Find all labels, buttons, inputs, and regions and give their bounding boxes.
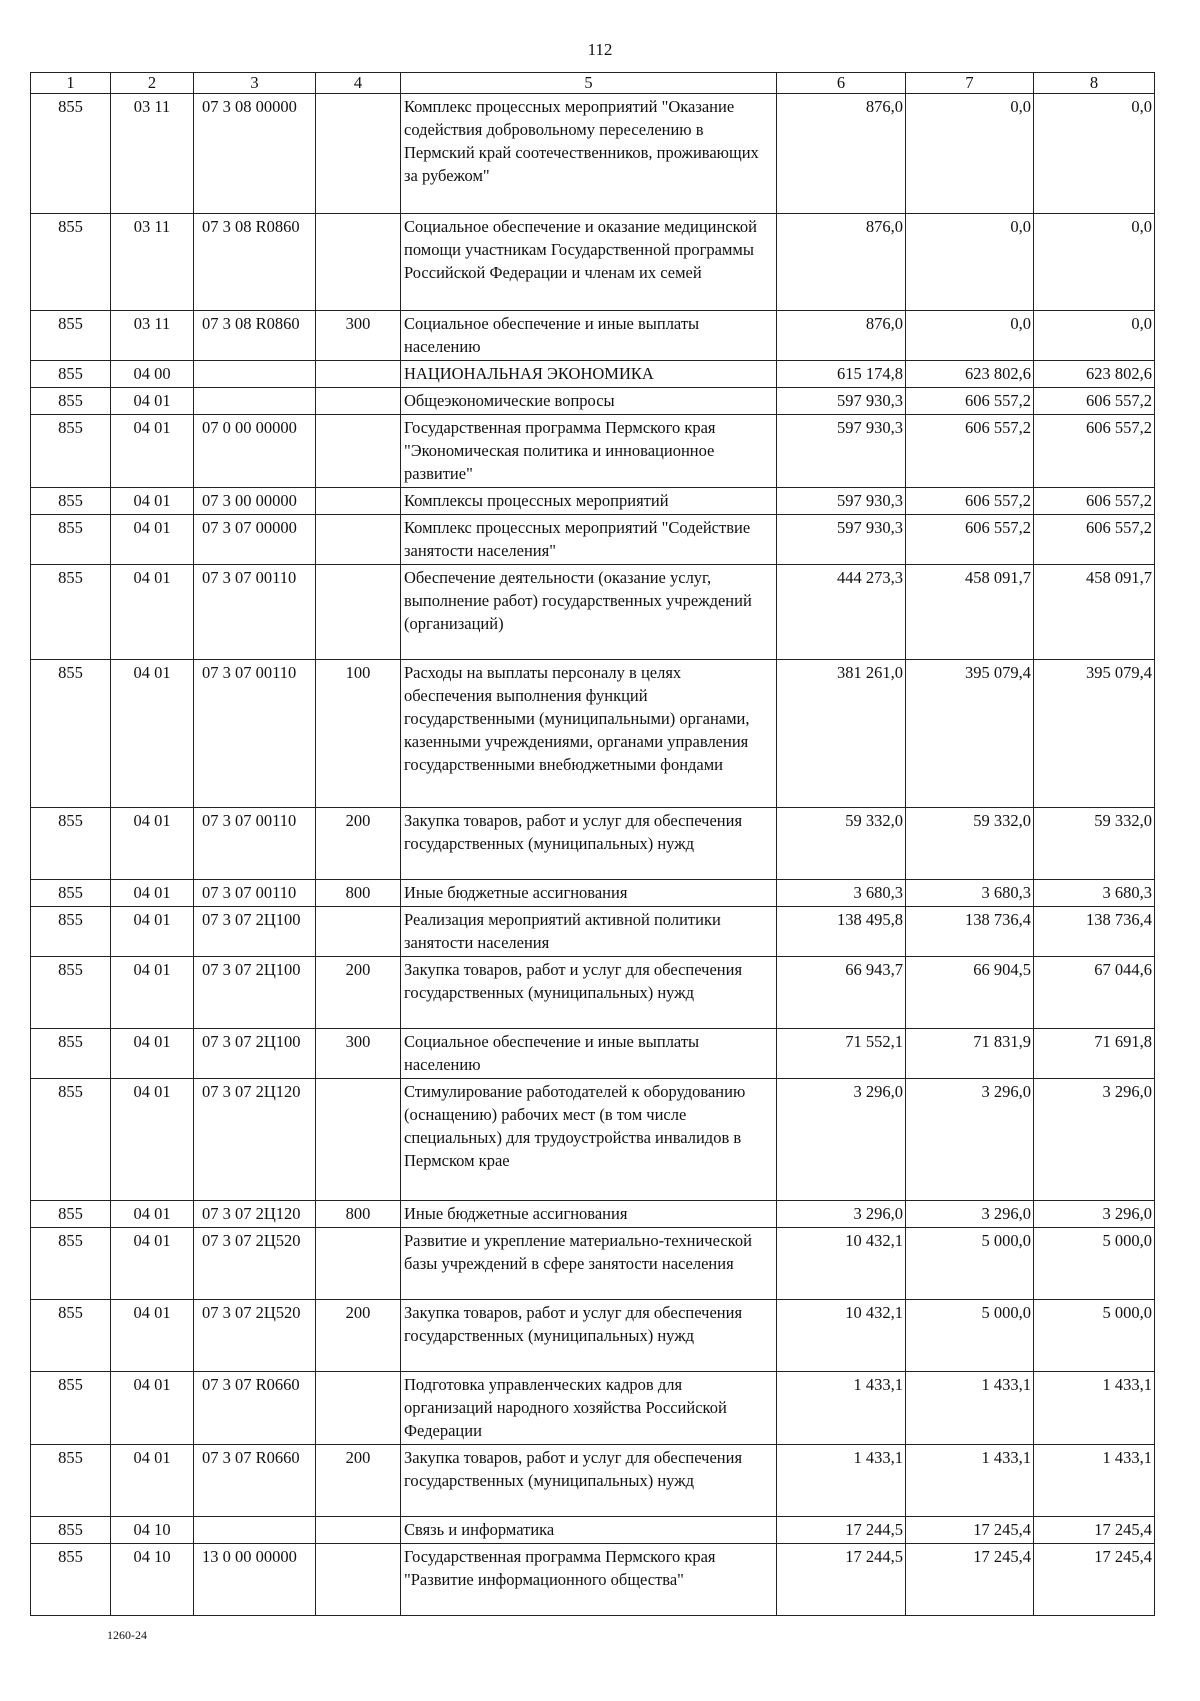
amount-cell: 59 332,0 bbox=[906, 808, 1034, 880]
amount-cell: 606 557,2 bbox=[906, 415, 1034, 488]
amount-cell: 615 174,8 bbox=[777, 361, 906, 388]
admin-code-cell: 855 bbox=[31, 1029, 111, 1079]
expense-type-cell: 200 bbox=[316, 1300, 401, 1372]
amount-cell: 597 930,3 bbox=[777, 515, 906, 565]
table-row bbox=[31, 1372, 1155, 1445]
amount-cell: 5 000,0 bbox=[906, 1300, 1034, 1372]
amount-cell: 395 079,4 bbox=[1034, 660, 1155, 808]
section-cell: 04 10 bbox=[111, 1517, 194, 1544]
amount-cell: 597 930,3 bbox=[777, 488, 906, 515]
target-article-cell: 07 3 00 00000 bbox=[194, 488, 316, 515]
amount-cell: 3 680,3 bbox=[777, 880, 906, 907]
document-code: 1260-24 bbox=[107, 1628, 147, 1642]
table-row bbox=[31, 1517, 1155, 1544]
amount-cell: 17 245,4 bbox=[1034, 1517, 1155, 1544]
admin-code-cell: 855 bbox=[31, 880, 111, 907]
expense-type-cell: 200 bbox=[316, 1445, 401, 1517]
amount-cell: 1 433,1 bbox=[777, 1445, 906, 1517]
section-cell: 04 01 bbox=[111, 808, 194, 880]
amount-cell: 71 552,1 bbox=[777, 1029, 906, 1079]
column-header: 7 bbox=[906, 73, 1034, 94]
expense-type-cell: 800 bbox=[316, 1201, 401, 1228]
admin-code-cell: 855 bbox=[31, 1300, 111, 1372]
section-cell: 04 01 bbox=[111, 1372, 194, 1445]
expense-type-cell bbox=[316, 1079, 401, 1201]
amount-cell: 5 000,0 bbox=[1034, 1300, 1155, 1372]
section-cell: 04 01 bbox=[111, 880, 194, 907]
amount-cell: 59 332,0 bbox=[777, 808, 906, 880]
target-article-cell: 07 3 08 00000 bbox=[194, 94, 316, 214]
section-cell: 04 01 bbox=[111, 1079, 194, 1201]
expense-type-cell: 800 bbox=[316, 880, 401, 907]
expense-type-cell: 100 bbox=[316, 660, 401, 808]
amount-cell: 1 433,1 bbox=[1034, 1372, 1155, 1445]
table-row bbox=[31, 1079, 1155, 1201]
amount-cell: 1 433,1 bbox=[906, 1445, 1034, 1517]
description-cell: Комплекс процессных мероприятий "Содействие занятости населения" bbox=[401, 515, 777, 565]
amount-cell: 5 000,0 bbox=[1034, 1228, 1155, 1300]
description-cell: Закупка товаров, работ и услуг для обеспечения государственных (муниципальных) нужд bbox=[401, 957, 777, 1029]
table-row bbox=[31, 880, 1155, 907]
amount-cell: 3 680,3 bbox=[906, 880, 1034, 907]
amount-cell: 17 245,4 bbox=[906, 1544, 1034, 1616]
admin-code-cell: 855 bbox=[31, 1445, 111, 1517]
target-article-cell: 07 3 07 00110 bbox=[194, 880, 316, 907]
amount-cell: 0,0 bbox=[906, 311, 1034, 361]
target-article-cell: 13 0 00 00000 bbox=[194, 1544, 316, 1616]
column-header: 3 bbox=[194, 73, 316, 94]
description-cell: Государственная программа Пермского края "Развитие информационного общества" bbox=[401, 1544, 777, 1616]
amount-cell: 381 261,0 bbox=[777, 660, 906, 808]
expense-type-cell bbox=[316, 1228, 401, 1300]
target-article-cell: 07 3 07 00110 bbox=[194, 565, 316, 660]
amount-cell: 1 433,1 bbox=[906, 1372, 1034, 1445]
table-row bbox=[31, 415, 1155, 488]
amount-cell: 3 680,3 bbox=[1034, 880, 1155, 907]
section-cell: 03 11 bbox=[111, 311, 194, 361]
table-row bbox=[31, 660, 1155, 808]
amount-cell: 876,0 bbox=[777, 214, 906, 311]
section-cell: 04 01 bbox=[111, 1228, 194, 1300]
admin-code-cell: 855 bbox=[31, 388, 111, 415]
expense-type-cell bbox=[316, 1372, 401, 1445]
amount-cell: 66 943,7 bbox=[777, 957, 906, 1029]
section-cell: 04 01 bbox=[111, 1300, 194, 1372]
section-cell: 04 01 bbox=[111, 415, 194, 488]
expense-type-cell bbox=[316, 515, 401, 565]
expense-type-cell: 300 bbox=[316, 1029, 401, 1079]
target-article-cell: 07 3 08 R0860 bbox=[194, 311, 316, 361]
description-cell: Стимулирование работодателей к оборудованию (оснащению) рабочих мест (в том числе специальных) для трудоустройства инвалидов в Пермском крае bbox=[401, 1079, 777, 1201]
table-row bbox=[31, 1445, 1155, 1517]
table-row bbox=[31, 1300, 1155, 1372]
amount-cell: 138 495,8 bbox=[777, 907, 906, 957]
expense-type-cell bbox=[316, 94, 401, 214]
description-cell: Иные бюджетные ассигнования bbox=[401, 880, 777, 907]
section-cell: 04 01 bbox=[111, 1201, 194, 1228]
amount-cell: 17 245,4 bbox=[1034, 1544, 1155, 1616]
section-cell: 04 01 bbox=[111, 565, 194, 660]
table-row bbox=[31, 488, 1155, 515]
admin-code-cell: 855 bbox=[31, 415, 111, 488]
table-row bbox=[31, 565, 1155, 660]
amount-cell: 59 332,0 bbox=[1034, 808, 1155, 880]
column-header: 4 bbox=[316, 73, 401, 94]
description-cell: Комплекс процессных мероприятий "Оказание содействия добровольному переселению в Пермский край соотечественников, проживающих за рубежом" bbox=[401, 94, 777, 214]
table-row bbox=[31, 1201, 1155, 1228]
description-cell: Закупка товаров, работ и услуг для обеспечения государственных (муниципальных) нужд bbox=[401, 1445, 777, 1517]
admin-code-cell: 855 bbox=[31, 1517, 111, 1544]
description-cell: Государственная программа Пермского края "Экономическая политика и инновационное развитие" bbox=[401, 415, 777, 488]
amount-cell: 71 831,9 bbox=[906, 1029, 1034, 1079]
table-row bbox=[31, 1029, 1155, 1079]
amount-cell: 1 433,1 bbox=[777, 1372, 906, 1445]
amount-cell: 0,0 bbox=[1034, 311, 1155, 361]
admin-code-cell: 855 bbox=[31, 1201, 111, 1228]
amount-cell: 17 244,5 bbox=[777, 1517, 906, 1544]
target-article-cell: 07 3 07 00110 bbox=[194, 808, 316, 880]
admin-code-cell: 855 bbox=[31, 1372, 111, 1445]
amount-cell: 444 273,3 bbox=[777, 565, 906, 660]
target-article-cell: 07 3 07 2Ц120 bbox=[194, 1079, 316, 1201]
amount-cell: 623 802,6 bbox=[1034, 361, 1155, 388]
budget-table bbox=[30, 72, 1155, 1616]
header-row bbox=[31, 73, 1155, 94]
description-cell: Расходы на выплаты персоналу в целях обеспечения выполнения функций государственными (муниципальными) органами, казенными учреждениями, органами управления государственными внебюджетными фондами bbox=[401, 660, 777, 808]
amount-cell: 623 802,6 bbox=[906, 361, 1034, 388]
expense-type-cell bbox=[316, 488, 401, 515]
expense-type-cell bbox=[316, 361, 401, 388]
table-row bbox=[31, 361, 1155, 388]
section-cell: 04 01 bbox=[111, 1445, 194, 1517]
admin-code-cell: 855 bbox=[31, 907, 111, 957]
column-header: 8 bbox=[1034, 73, 1155, 94]
amount-cell: 3 296,0 bbox=[1034, 1201, 1155, 1228]
amount-cell: 66 904,5 bbox=[906, 957, 1034, 1029]
table-row bbox=[31, 94, 1155, 214]
table-row bbox=[31, 214, 1155, 311]
expense-type-cell bbox=[316, 565, 401, 660]
amount-cell: 10 432,1 bbox=[777, 1228, 906, 1300]
description-cell: Иные бюджетные ассигнования bbox=[401, 1201, 777, 1228]
amount-cell: 597 930,3 bbox=[777, 388, 906, 415]
column-header: 5 bbox=[401, 73, 777, 94]
amount-cell: 606 557,2 bbox=[906, 515, 1034, 565]
description-cell: НАЦИОНАЛЬНАЯ ЭКОНОМИКА bbox=[401, 361, 777, 388]
amount-cell: 138 736,4 bbox=[906, 907, 1034, 957]
description-cell: Закупка товаров, работ и услуг для обеспечения государственных (муниципальных) нужд bbox=[401, 808, 777, 880]
amount-cell: 876,0 bbox=[777, 94, 906, 214]
description-cell: Обеспечение деятельности (оказание услуг, выполнение работ) государственных учреждений (организаций) bbox=[401, 565, 777, 660]
section-cell: 04 01 bbox=[111, 515, 194, 565]
amount-cell: 606 557,2 bbox=[1034, 415, 1155, 488]
target-article-cell bbox=[194, 1517, 316, 1544]
section-cell: 04 01 bbox=[111, 488, 194, 515]
description-cell: Подготовка управленческих кадров для организаций народного хозяйства Российской Федерации bbox=[401, 1372, 777, 1445]
description-cell: Связь и информатика bbox=[401, 1517, 777, 1544]
target-article-cell: 07 3 08 R0860 bbox=[194, 214, 316, 311]
amount-cell: 597 930,3 bbox=[777, 415, 906, 488]
admin-code-cell: 855 bbox=[31, 660, 111, 808]
target-article-cell: 07 3 07 2Ц520 bbox=[194, 1300, 316, 1372]
expense-type-cell: 200 bbox=[316, 808, 401, 880]
section-cell: 04 01 bbox=[111, 907, 194, 957]
admin-code-cell: 855 bbox=[31, 214, 111, 311]
description-cell: Закупка товаров, работ и услуг для обеспечения государственных (муниципальных) нужд bbox=[401, 1300, 777, 1372]
section-cell: 04 01 bbox=[111, 1029, 194, 1079]
table-row bbox=[31, 808, 1155, 880]
amount-cell: 458 091,7 bbox=[1034, 565, 1155, 660]
description-cell: Социальное обеспечение и оказание медицинской помощи участникам Государственной программы Российской Федерации и членам их семей bbox=[401, 214, 777, 311]
amount-cell: 17 245,4 bbox=[906, 1517, 1034, 1544]
admin-code-cell: 855 bbox=[31, 515, 111, 565]
section-cell: 03 11 bbox=[111, 214, 194, 311]
column-header: 2 bbox=[111, 73, 194, 94]
admin-code-cell: 855 bbox=[31, 361, 111, 388]
table-row bbox=[31, 907, 1155, 957]
section-cell: 04 00 bbox=[111, 361, 194, 388]
admin-code-cell: 855 bbox=[31, 94, 111, 214]
table-row bbox=[31, 515, 1155, 565]
amount-cell: 395 079,4 bbox=[906, 660, 1034, 808]
admin-code-cell: 855 bbox=[31, 311, 111, 361]
table-row bbox=[31, 957, 1155, 1029]
target-article-cell: 07 3 07 00110 bbox=[194, 660, 316, 808]
description-cell: Развитие и укрепление материально-технической базы учреждений в сфере занятости населения bbox=[401, 1228, 777, 1300]
admin-code-cell: 855 bbox=[31, 957, 111, 1029]
admin-code-cell: 855 bbox=[31, 488, 111, 515]
section-cell: 04 01 bbox=[111, 388, 194, 415]
description-cell: Социальное обеспечение и иные выплаты населению bbox=[401, 311, 777, 361]
amount-cell: 3 296,0 bbox=[777, 1201, 906, 1228]
amount-cell: 458 091,7 bbox=[906, 565, 1034, 660]
amount-cell: 3 296,0 bbox=[906, 1079, 1034, 1201]
target-article-cell: 07 3 07 2Ц520 bbox=[194, 1228, 316, 1300]
expense-type-cell bbox=[316, 415, 401, 488]
amount-cell: 0,0 bbox=[906, 94, 1034, 214]
amount-cell: 3 296,0 bbox=[906, 1201, 1034, 1228]
amount-cell: 606 557,2 bbox=[1034, 515, 1155, 565]
section-cell: 03 11 bbox=[111, 94, 194, 214]
expense-type-cell: 200 bbox=[316, 957, 401, 1029]
target-article-cell bbox=[194, 361, 316, 388]
amount-cell: 3 296,0 bbox=[1034, 1079, 1155, 1201]
column-header: 6 bbox=[777, 73, 906, 94]
target-article-cell: 07 3 07 2Ц100 bbox=[194, 957, 316, 1029]
amount-cell: 0,0 bbox=[906, 214, 1034, 311]
amount-cell: 5 000,0 bbox=[906, 1228, 1034, 1300]
amount-cell: 0,0 bbox=[1034, 94, 1155, 214]
amount-cell: 606 557,2 bbox=[906, 488, 1034, 515]
target-article-cell: 07 3 07 2Ц100 bbox=[194, 907, 316, 957]
admin-code-cell: 855 bbox=[31, 1544, 111, 1616]
target-article-cell: 07 3 07 R0660 bbox=[194, 1445, 316, 1517]
description-cell: Реализация мероприятий активной политики занятости населения bbox=[401, 907, 777, 957]
amount-cell: 606 557,2 bbox=[1034, 488, 1155, 515]
description-cell: Комплексы процессных мероприятий bbox=[401, 488, 777, 515]
page-number: 112 bbox=[587, 40, 613, 59]
amount-cell: 138 736,4 bbox=[1034, 907, 1155, 957]
expense-type-cell bbox=[316, 1544, 401, 1616]
target-article-cell bbox=[194, 388, 316, 415]
expense-type-cell bbox=[316, 214, 401, 311]
section-cell: 04 01 bbox=[111, 957, 194, 1029]
amount-cell: 0,0 bbox=[1034, 214, 1155, 311]
expense-type-cell bbox=[316, 1517, 401, 1544]
description-cell: Социальное обеспечение и иные выплаты населению bbox=[401, 1029, 777, 1079]
amount-cell: 71 691,8 bbox=[1034, 1029, 1155, 1079]
amount-cell: 606 557,2 bbox=[906, 388, 1034, 415]
target-article-cell: 07 3 07 00000 bbox=[194, 515, 316, 565]
table-row bbox=[31, 1544, 1155, 1616]
table-row bbox=[31, 388, 1155, 415]
admin-code-cell: 855 bbox=[31, 1228, 111, 1300]
target-article-cell: 07 3 07 R0660 bbox=[194, 1372, 316, 1445]
expense-type-cell: 300 bbox=[316, 311, 401, 361]
amount-cell: 876,0 bbox=[777, 311, 906, 361]
amount-cell: 1 433,1 bbox=[1034, 1445, 1155, 1517]
target-article-cell: 07 0 00 00000 bbox=[194, 415, 316, 488]
section-cell: 04 01 bbox=[111, 660, 194, 808]
expense-type-cell bbox=[316, 388, 401, 415]
amount-cell: 3 296,0 bbox=[777, 1079, 906, 1201]
amount-cell: 67 044,6 bbox=[1034, 957, 1155, 1029]
amount-cell: 606 557,2 bbox=[1034, 388, 1155, 415]
table-row bbox=[31, 311, 1155, 361]
admin-code-cell: 855 bbox=[31, 808, 111, 880]
target-article-cell: 07 3 07 2Ц100 bbox=[194, 1029, 316, 1079]
expense-type-cell bbox=[316, 907, 401, 957]
description-cell: Общеэкономические вопросы bbox=[401, 388, 777, 415]
target-article-cell: 07 3 07 2Ц120 bbox=[194, 1201, 316, 1228]
table-row bbox=[31, 1228, 1155, 1300]
admin-code-cell: 855 bbox=[31, 565, 111, 660]
column-header: 1 bbox=[31, 73, 111, 94]
admin-code-cell: 855 bbox=[31, 1079, 111, 1201]
amount-cell: 10 432,1 bbox=[777, 1300, 906, 1372]
section-cell: 04 10 bbox=[111, 1544, 194, 1616]
amount-cell: 17 244,5 bbox=[777, 1544, 906, 1616]
